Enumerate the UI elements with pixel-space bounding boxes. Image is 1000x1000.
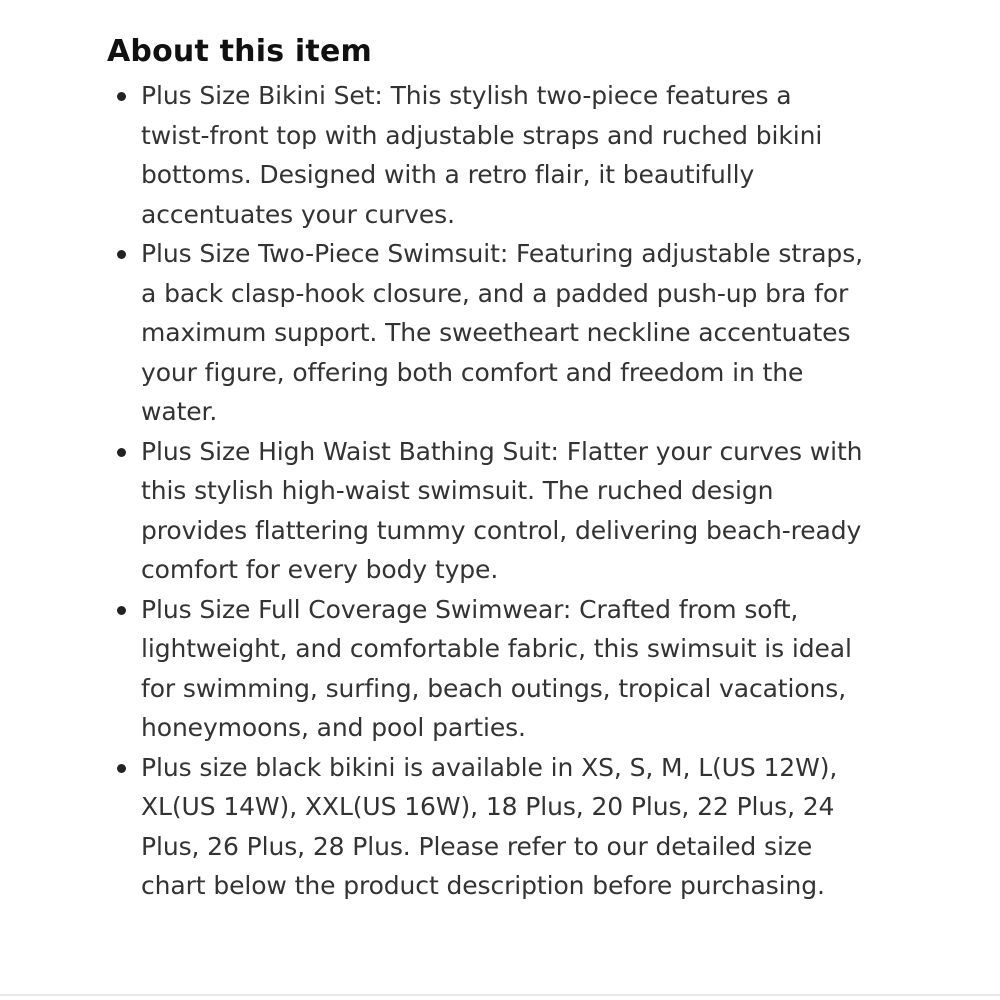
bullet-dot-icon	[117, 606, 126, 615]
feature-bullet-list	[107, 76, 867, 906]
feature-bullet-text: Plus Size High Waist Bathing Suit: Flatter your curves with this stylish high-waist swimsuit. The ruched design provides flattering tummy control, delivering beach-ready comfort for every body type.	[141, 436, 863, 584]
bullet-dot-icon	[117, 250, 126, 259]
feature-bullet	[107, 590, 867, 748]
feature-bullet	[107, 432, 867, 590]
bullet-dot-icon	[117, 764, 126, 773]
feature-bullet-text: Plus Size Two-Piece Swimsuit: Featuring adjustable straps, a back clasp-hook closure, and a padded push-up bra for maximum support. The sweetheart neckline accentuates your figure, offering both comfort and freedom in the water.	[141, 239, 863, 426]
bottom-divider	[0, 994, 1000, 996]
section-heading: About this item	[107, 34, 372, 69]
feature-bullet-text: Plus size black bikini is available in XS, S, M, L(US 12W), XL(US 14W), XXL(US 16W), 18 Plus, 20 Plus, 22 Plus, 24 Plus, 26 Plus, 28 Plus. Please refer to our detailed size chart below the product description before purchasing.	[141, 752, 838, 900]
bullet-dot-icon	[117, 448, 126, 457]
about-this-item-section	[107, 30, 867, 906]
bullet-dot-icon	[117, 92, 126, 101]
feature-bullet	[107, 234, 867, 432]
feature-bullet-text: Plus Size Bikini Set: This stylish two-piece features a twist-front top with adjustable straps and ruched bikini bottoms. Designed with a retro flair, it beautifully accentuates your curves.	[141, 81, 823, 229]
feature-bullet	[107, 76, 867, 234]
feature-bullet-text: Plus Size Full Coverage Swimwear: Crafted from soft, lightweight, and comfortable fabric, this swimsuit is ideal for swimming, surfing, beach outings, tropical vacations, honeymoons, and pool parties.	[141, 594, 852, 742]
feature-bullet	[107, 748, 867, 906]
